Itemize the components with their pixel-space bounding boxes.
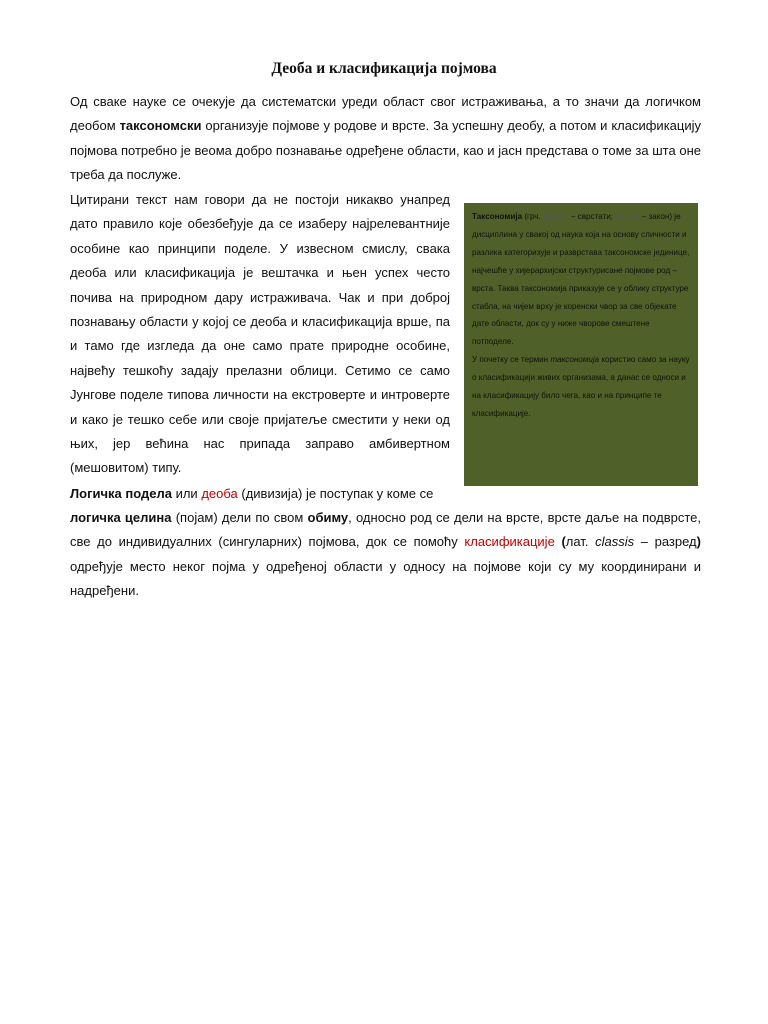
sidebar-history: У почетку се термин таксономија користио само за науку о класификацији живих организама, а данас се односи и на класификацију било чега, као и на принципе те класификације. bbox=[472, 355, 690, 418]
paragraph-logical-division: логичка целина (појам) дели по свом обиму, односно род се дели на врсте, врсте даље на подврсте, све до индивидуалних (сингуларних) појмова, док се помоћу класификације (лат. classis – разред) одређује место неког појма у одређеној области у односу на појмове који су му координирани и надређени. bbox=[70, 510, 701, 599]
term-extension: обиму bbox=[307, 510, 349, 525]
paragraph-logical-division-start: Логичка подела или деоба (дивизија) је поступак у коме се bbox=[70, 486, 434, 501]
sidebar-term: Таксономија bbox=[472, 212, 523, 221]
page-title: Деоба и класификација појмова bbox=[271, 60, 497, 77]
taxonomy-sidebar-box bbox=[464, 203, 698, 486]
term-logical-division: Логичка подела bbox=[70, 486, 172, 501]
term-taxonomic: таксономски bbox=[119, 118, 202, 134]
sidebar-definition: Таксономија (грч. tassein – сврстати; nomos – закон) је дисциплина у свакој од наука која на основу сличности и разлика категоризује и разврстава таксономске јединице, најчешће у хијерархијски структурисане појмове род – врста. Таква таксономија приказује се у облику структуре стабла, на чијем врху је коренски чвор за све објекате дате области, док су у ниже чворове смештене потподеле. bbox=[472, 212, 690, 347]
paragraph-cited-text: Цитирани текст нам говори да не постоји никакво унапред дато правило које обезбеђује да се изаберу најрелевантније особине као принципи поделе. У извесном смислу, свака деоба или класификација је вештачка и њен успех често почива на природном дару истраживача. Чак и при доброј познавању области у којој се деоба и класификација врше, па и тамо где изгледа да оне само прате природне особине, највећу тешкоћу задају прелазни облици. Сетимо се само Јунгове поделе типова личности на екстроверте и интроверте и како је тешко себе или своје пријатеље сместити у неки од њих, јер већина нас припада заправо амбивертном (мешовитом) типу. bbox=[70, 192, 450, 476]
term-logical-whole: логичка целина bbox=[70, 510, 172, 525]
term-classification: класификације bbox=[464, 534, 555, 550]
paragraph-intro: Од сваке науке се очекује да систематски уреди област свог истраживања, а то значи да логичком деобом таксономски организује појмове у родове и врсте. За успешну деобу, а потом и класификацију појмова потребно је веома добро познавање одређене области, као и јасн представа о томе за шта оне треба да послуже. bbox=[70, 94, 701, 183]
term-division: деоба bbox=[201, 486, 238, 501]
